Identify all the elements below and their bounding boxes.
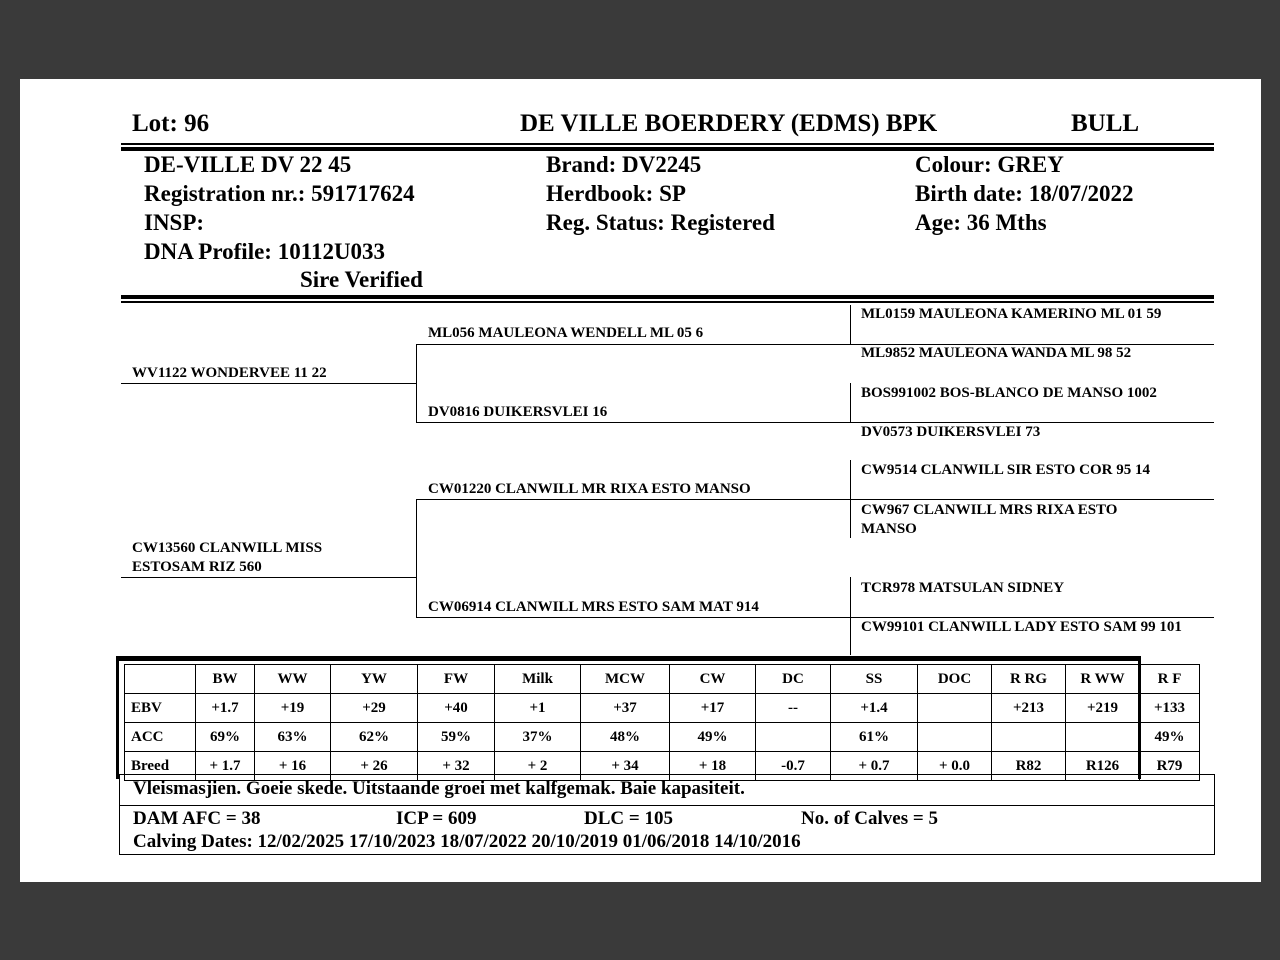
insp-label: INSP: [144, 210, 205, 235]
ebv-cell: +40 [418, 694, 495, 723]
animal-sex: BULL [1071, 110, 1140, 137]
pedigree-sire: WV1122 WONDERVEE 11 22 [132, 365, 327, 381]
pedigree-dam-dam: CW06914 CLANWILL MRS ESTO SAM MAT 914 [428, 599, 759, 615]
birth-date: Birth date: 18/07/2022 [915, 181, 1134, 206]
breed-cell: + 18 [670, 752, 756, 781]
ebv-header-cell: Milk [495, 665, 581, 694]
pedigree-sire-dam: DV0816 DUIKERSVLEI 16 [428, 404, 608, 420]
info-rule-thin [121, 301, 1214, 303]
ebv-header-cell: R WW [1066, 665, 1140, 694]
acc-cell [992, 723, 1066, 752]
ebv-cell: +19 [255, 694, 331, 723]
brand: Brand: DV2245 [546, 152, 702, 177]
ebv-header-cell [125, 665, 196, 694]
reg-status: Reg. Status: Registered [546, 210, 775, 235]
animal-name: DE-VILLE DV 22 45 [144, 152, 352, 177]
breed-cell: + 0.0 [918, 752, 992, 781]
dam-bracket [416, 499, 417, 617]
sire-verified: Sire Verified [300, 267, 423, 292]
acc-row [125, 723, 1200, 752]
breed-cell: + 1.7 [196, 752, 255, 781]
pedigree-dd-dam: CW99101 CLANWILL LADY ESTO SAM 99 101 [861, 619, 1182, 635]
breed-cell: + 26 [331, 752, 418, 781]
ebv-cell: +213 [992, 694, 1066, 723]
lot-number: Lot: 96 [132, 110, 210, 137]
breed-cell: + 34 [581, 752, 670, 781]
breed-cell: R126 [1066, 752, 1140, 781]
ebv-cell: -- [756, 694, 831, 723]
ebv-cell: +29 [331, 694, 418, 723]
pedigree-sd-sire: BOS991002 BOS-BLANCO DE MANSO 1002 [861, 385, 1157, 401]
ds-sire-line [850, 499, 1214, 500]
dna-profile: DNA Profile: 10112U033 [144, 239, 386, 264]
dam-dam-bracket [850, 577, 851, 655]
ebv-cell: +1 [495, 694, 581, 723]
ebv-cell: +37 [581, 694, 670, 723]
breed-cell: -0.7 [756, 752, 831, 781]
pedigree-dd-sire: TCR978 MATSULAN SIDNEY [861, 580, 1065, 596]
dam-stats-box [119, 805, 1215, 855]
dam-dam-line [416, 617, 850, 618]
herdbook: Herdbook: SP [546, 181, 686, 206]
ebv-header-cell: BW [196, 665, 255, 694]
breeder-name: DE VILLE BOERDERY (EDMS) BPK [520, 110, 938, 137]
breed-cell: R79 [1140, 752, 1200, 781]
acc-cell: 49% [1140, 723, 1200, 752]
comments-box [119, 774, 1215, 806]
acc-row-label: ACC [125, 723, 196, 752]
breed-cell: + 16 [255, 752, 331, 781]
pedigree-dam: CW13560 CLANWILL MISS ESTOSAM RIZ 560 [132, 540, 323, 575]
pedigree-sire-sire: ML056 MAULEONA WENDELL ML 05 6 [428, 325, 704, 341]
ebv-cell [918, 694, 992, 723]
ebv-table [124, 664, 1200, 781]
calving-dates: Calving Dates: 12/02/2025 17/10/2023 18/07/2022 20/10/2019 01/06/2018 14/10/2016 [133, 831, 801, 852]
ebv-cell: +17 [670, 694, 756, 723]
pedigree-ss-sire: ML0159 MAULEONA KAMERINO ML 01 59 [861, 306, 1162, 322]
acc-cell [1066, 723, 1140, 752]
header-rule-thin [121, 143, 1214, 145]
acc-cell: 59% [418, 723, 495, 752]
ebv-header-cell: DOC [918, 665, 992, 694]
pedigree-dam-sire: CW01220 CLANWILL MR RIXA ESTO MANSO [428, 481, 751, 497]
acc-cell [756, 723, 831, 752]
dam-afc: DAM AFC = 38 [133, 808, 261, 829]
colour: Colour: GREY [915, 152, 1064, 177]
sire-dam-line [416, 422, 850, 423]
ebv-cell: +133 [1140, 694, 1200, 723]
breed-cell: + 0.7 [831, 752, 918, 781]
ebv-header-row [125, 665, 1200, 694]
breed-row-label: Breed [125, 752, 196, 781]
acc-cell [918, 723, 992, 752]
acc-cell: 61% [831, 723, 918, 752]
ebv-header-cell: DC [756, 665, 831, 694]
breed-cell: R82 [992, 752, 1066, 781]
acc-cell: 49% [670, 723, 756, 752]
acc-cell: 62% [331, 723, 418, 752]
pedigree-ss-dam: ML9852 MAULEONA WANDA ML 98 52 [861, 345, 1132, 361]
sire-dam-bracket [850, 383, 851, 422]
sire-sire-line [416, 344, 850, 345]
ebv-header-cell: SS [831, 665, 918, 694]
ebv-header-cell: R RG [992, 665, 1066, 694]
dam-icp: ICP = 609 [396, 808, 477, 829]
dam-calves-count: No. of Calves = 5 [801, 808, 938, 829]
dam-line [121, 577, 416, 578]
info-rule-thick [121, 295, 1214, 299]
sire-bracket [416, 344, 417, 422]
ebv-header-cell: WW [255, 665, 331, 694]
age: Age: 36 Mths [915, 210, 1047, 235]
comments-text: Vleismasjien. Goeie skede. Uitstaande groei met kalfgemak. Baie kapasiteit. [133, 778, 745, 799]
ebv-row [125, 694, 1200, 723]
dam-sire-line [416, 499, 850, 500]
ebv-cell: +1.4 [831, 694, 918, 723]
acc-cell: 69% [196, 723, 255, 752]
acc-cell: 37% [495, 723, 581, 752]
sire-line [121, 383, 416, 384]
breed-cell: + 2 [495, 752, 581, 781]
sire-sire-bracket [850, 305, 851, 344]
pedigree-ds-dam: CW967 CLANWILL MRS RIXA ESTO MANSO [861, 502, 1118, 537]
acc-cell: 48% [581, 723, 670, 752]
registration-number: Registration nr.: 591717624 [144, 181, 415, 206]
dam-dlc: DLC = 105 [584, 808, 673, 829]
ebv-header-cell: R F [1140, 665, 1200, 694]
pedigree-sd-dam: DV0573 DUIKERSVLEI 73 [861, 424, 1041, 440]
acc-cell: 63% [255, 723, 331, 752]
pedigree-ds-sire: CW9514 CLANWILL SIR ESTO COR 95 14 [861, 462, 1150, 478]
header-rule-thick [121, 147, 1214, 151]
lot-card [20, 79, 1261, 882]
ebv-header-cell: CW [670, 665, 756, 694]
ebv-cell: +1.7 [196, 694, 255, 723]
breed-cell: + 32 [418, 752, 495, 781]
ebv-header-cell: FW [418, 665, 495, 694]
ebv-header-cell: YW [331, 665, 418, 694]
ebv-row-label: EBV [125, 694, 196, 723]
ebv-cell: +219 [1066, 694, 1140, 723]
ebv-header-cell: MCW [581, 665, 670, 694]
